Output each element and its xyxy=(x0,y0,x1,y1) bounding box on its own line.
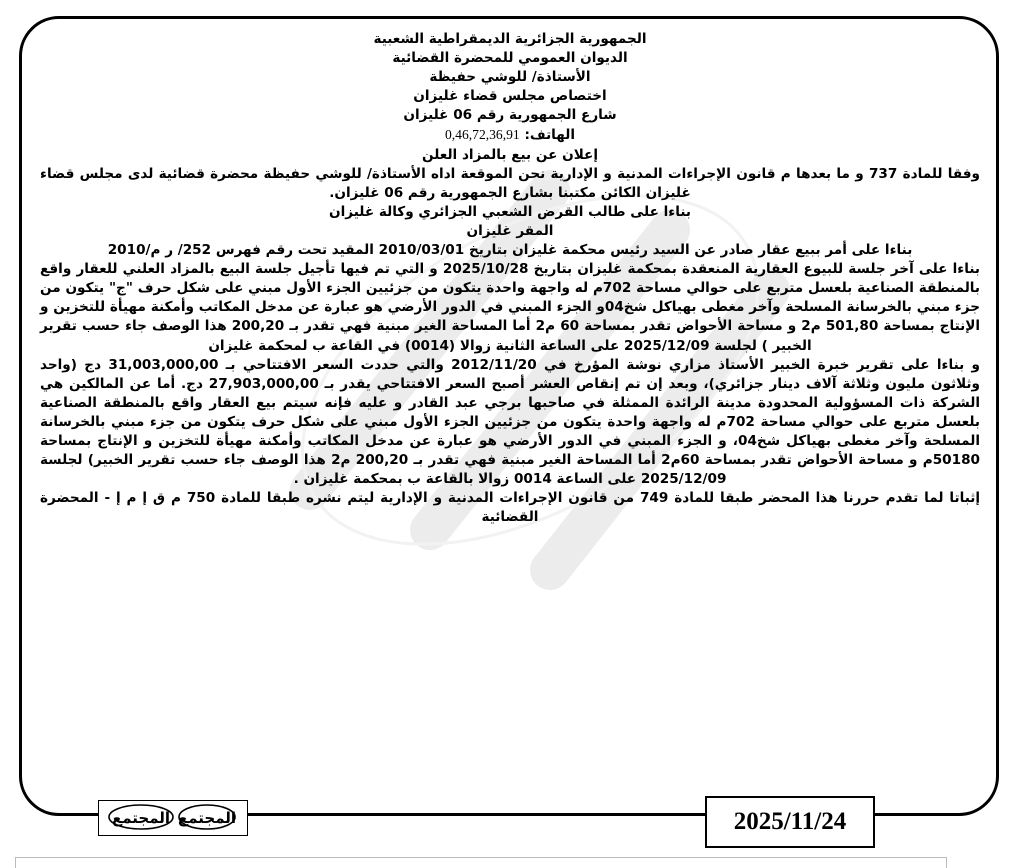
notice-document xyxy=(40,30,980,527)
publisher-logo-art xyxy=(99,801,246,834)
paragraph-expert-report: و بناءا على تقرير خبرة الخبير الأستاذ مزاري نوشة المؤرخ في 2012/11/20 والتي حددت السعر الافتتاحي بـ 31,003,000,00 دج (واحد وثلاثون مليون وثلاثة آلاف دينار جزائري)، وبعد إن تم إنقاص العشر أصبح السعر الافتتاحي يقدر بـ 27,903,000,00 دج. أما عن المالكين هي الشركة ذات المسؤولية المحدودة مدينة الرائدة الممثلة في صاحبها برجي عبد القادر و عليه فإنه سيتم بيع العقار واقع بالمنطقة الصناعية بلعسل متربع على حوالي مساحة 702م له واجهة واحدة يتكون من جزئيين الجزء الأول مبني على شكل حرف يتكون من جزء مبني بالخرسانة المسلحة وآخر مغطى بهياكل شخ04، و الجزء المبني في الدور الأرضي هو عبارة عن مدخل المكاتب وأمكنة مهيأة للتخزين و الإنتاج بمساحة 50180م و مساحة الأحواض تقدر بمساحة 60م2 أما المساحة الغير مبنية فهي تقدر بـ 200,20 م2 هذا الوصف جاء حسب تقرير الخبير) لجلسة 2025/12/09 على الساعة 0014 زوالا بالقاعة ب بمحكمة غليزان . xyxy=(40,356,980,488)
publisher-logo-text-right: المجتمع xyxy=(177,809,237,827)
paragraph-requester: بناءا على طالب القرض الشعبي الجزائري وكالة غليزان xyxy=(329,203,691,220)
publication-date: 2025/11/24 xyxy=(705,796,875,848)
paragraph-closing: إثباتا لما تقدم حررنا هذا المحضر طبقا للمادة 749 من قانون الإجراءات المدنية و الإدارية ليتم نشره طبقا للمادة 750 م ق إ م إ - المحضرة القضائية xyxy=(40,490,981,526)
phone-label: الهاتف: xyxy=(524,127,576,144)
office-heading: الديوان العمومي للمحضرة القضائية xyxy=(392,50,628,67)
page-bottom-rule xyxy=(15,857,947,868)
paragraph-sale-order: بناءا على أمر ببيع عقار صادر عن السيد رئيس محكمة غليزان بتاريخ 2010/03/01 المقيد تحت رقم فهرس 252/ ر م/2010 xyxy=(107,242,913,259)
paragraph-legal-basis: وفقا للمادة 737 و ما بعدها م قانون الإجراءات المدنية و الإدارية نحن الموقعة اداه الأستاذة/ للوشي حفيظة محضرة قضائية لدى مجلس قضاء غليزان الكائن مكتبنا بشارع الجمهورية رقم 06 غليزان. xyxy=(40,165,980,201)
notice-title: إعلان عن بيع بالمزاد العلن xyxy=(422,146,598,163)
paragraph-last-session: بناءا على آخر جلسة للبيوع العقارية المنعقدة بمحكمة غليزان بتاريخ 2025/10/28 و التي تم فيها تأجيل جلسة البيع بالمزاد العلني للعقار واقع بالمنطقة الصناعية بلعسل متربع على حوالي مساحة 702م له واجهة واحدة يتكون من جزئيين الجزء الأول مبني على شكل حرف "ج" يتكون من جزء مبني بالخرسانة المسلحة وآخر مغطى بهياكل شخ04و الجزء المبني في الدور الأرضي هو عبارة عن مدخل المكاتب وأمكنة مهيأة للتخزين و الإنتاج بمساحة 501,80 م2 و مساحة الأحواض تقدر بمساحة 60 م2 أما المساحة الغير مبنية فهي تقدر بـ 200,20 هذا الوصف جاء حسب تقرير الخبير ) لجلسة 2025/12/09 على الساعة الثانية زوالا (0014) في القاعة ب لمحكمة غليزان xyxy=(40,261,981,354)
jurisdiction-line: اختصاص مجلس قضاء غليزان xyxy=(413,88,607,105)
publisher-logo-text-left: المجتمع xyxy=(111,809,171,827)
phone-line xyxy=(40,125,980,145)
publisher-logo xyxy=(98,800,248,836)
phone-number: 0,46,72,36,91 xyxy=(444,127,520,143)
bailiff-name: الأستاذة/ للوشي حفيظة xyxy=(429,69,591,86)
republic-heading: الجمهورية الجزائرية الديمقراطية الشعبية xyxy=(373,31,647,47)
paragraph-seat: المقر غليزان xyxy=(466,222,554,239)
address-line: شارع الجمهورية رقم 06 غليزان xyxy=(403,107,617,124)
